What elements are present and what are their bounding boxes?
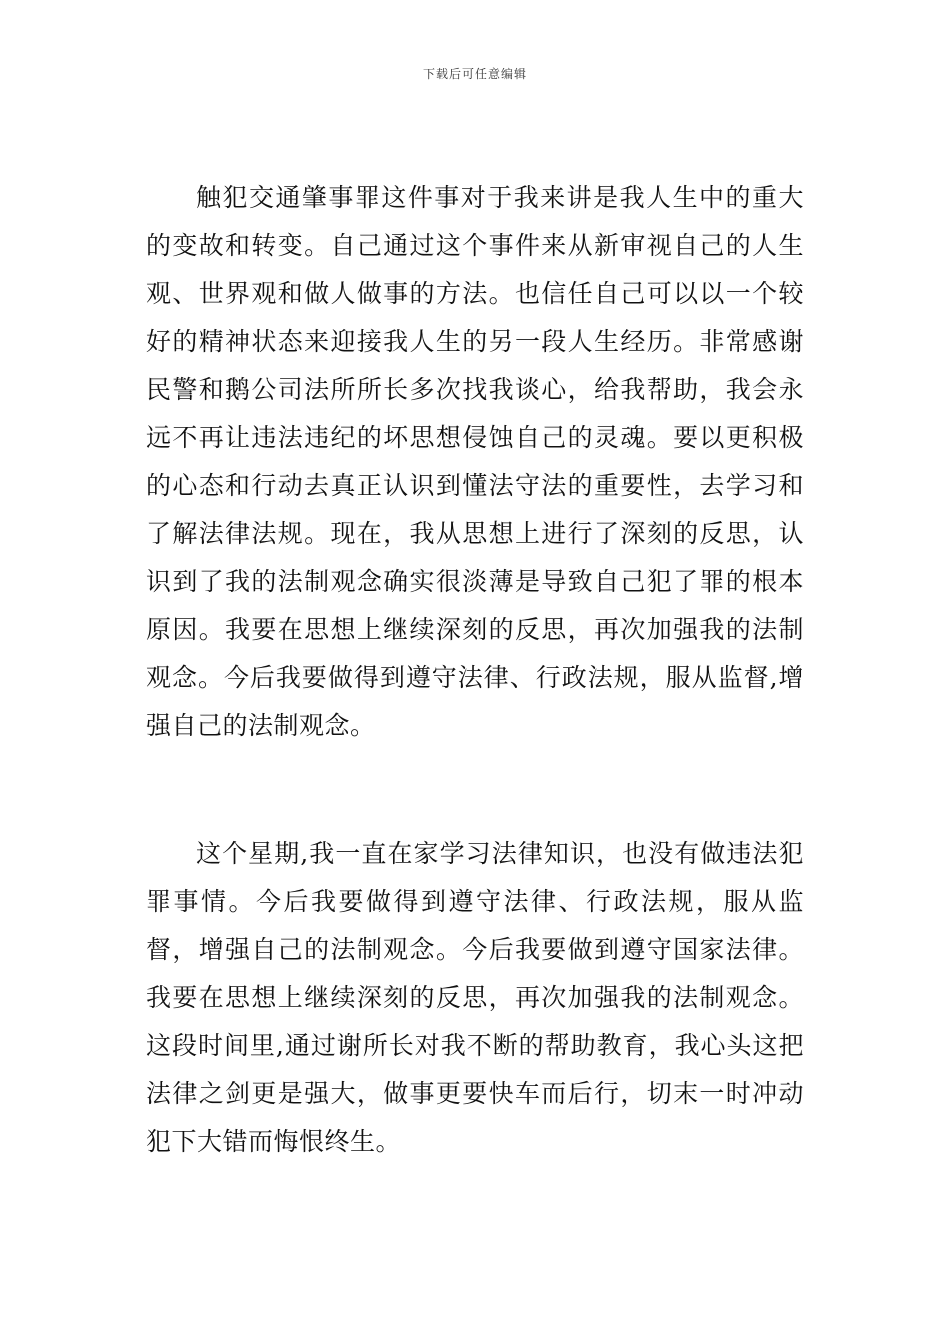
document-body	[146, 174, 804, 1166]
paragraph-1: 触犯交通肇事罪这件事对于我来讲是我人生中的重大的变故和转变。自己通过这个事件来从新审视自己的人生观、世界观和做人做事的方法。也信任自己可以以一个较好的精神状态来迎接我人生的另一段人生经历。非常感谢民警和鹅公司法所所长多次找我谈心，给我帮助，我会永远不再让违法违纪的坏思想侵蚀自己的灵魂。要以更积极的心态和行动去真正认识到懂法守法的重要性，去学习和了解法律法规。现在，我从思想上进行了深刻的反思，认识到了我的法制观念确实很淡薄是导致自己犯了罪的根本原因。我要在思想上继续深刻的反思，再次加强我的法制观念。今后我要做得到遵守法律、行政法规，服从监督,增强自己的法制观念。	[146, 183, 804, 740]
header-note: 下载后可任意编辑	[422, 67, 527, 81]
paragraph-2: 这个星期,我一直在家学习法律知识，也没有做违法犯罪事情。今后我要做得到遵守法律、行政法规，服从监督，增强自己的法制观念。今后我要做到遵守国家法律。我要在思想上继续深刻的反思，再次加强我的法制观念。这段时间里,通过谢所长对我不断的帮助教育，我心头这把法律之剑更是强大，做事更要快车而后行，切末一时冲动犯下大错而悔恨终生。	[146, 839, 804, 1156]
